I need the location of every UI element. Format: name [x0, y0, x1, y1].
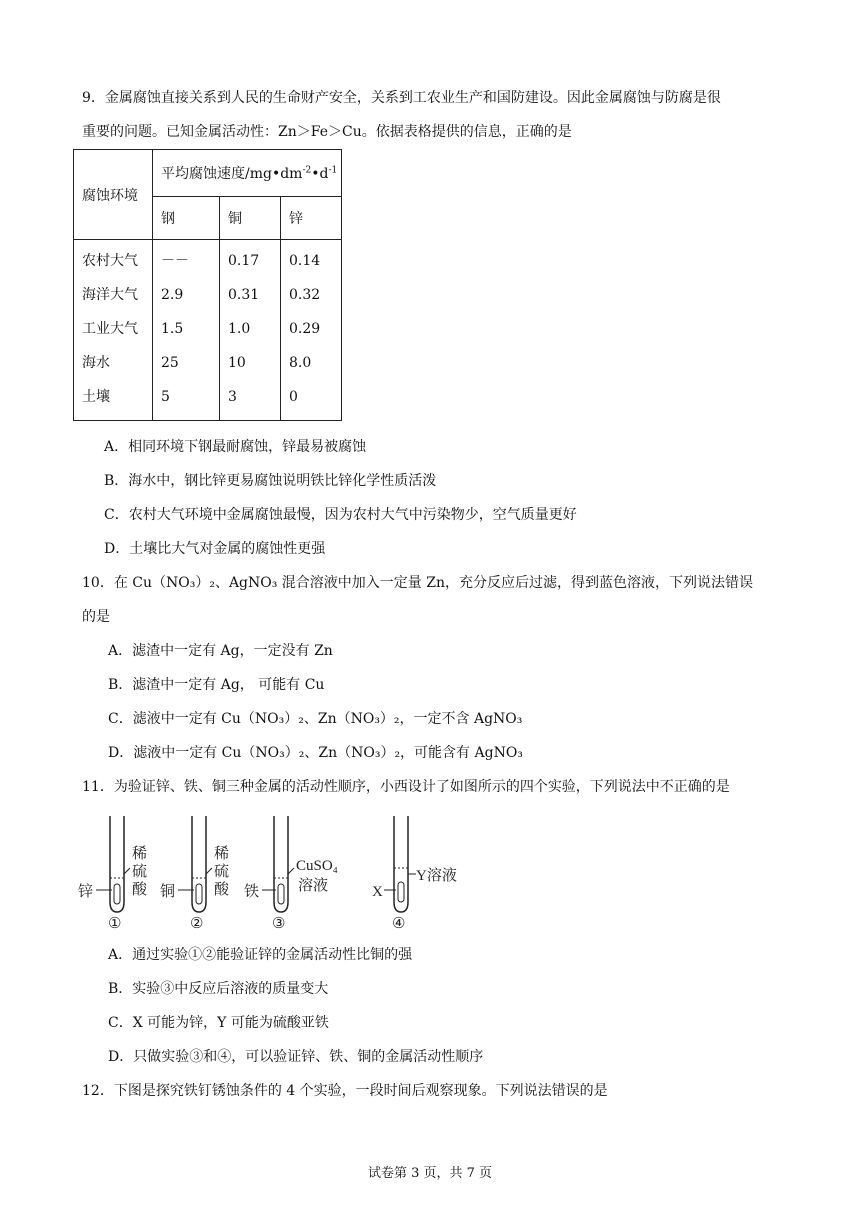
q9-stem-line1: 9．金属腐蚀直接关系到人民的生命财产安全，关系到工农业生产和国防建设。因此金属腐蚀与防腐是很 — [82, 90, 721, 106]
table-cell: 0.32 — [289, 287, 321, 303]
tube2-sol-label: 稀 — [214, 846, 230, 862]
metal-header-steel: 钢 — [153, 197, 220, 240]
tube1-number: ① — [108, 916, 122, 932]
q10-option-c: C．滤液中一定有 Cu（NO₃）₂、Zn（NO₃）₂，一定不含 AgNO₃ — [108, 711, 523, 727]
metal-header-zinc: 锌 — [281, 197, 342, 240]
q11-stem: 11．为验证锌、铁、铜三种金属的活动性顺序，小西设计了如图所示的四个实验，下列说法中不正确的是 — [82, 779, 730, 795]
tube-2 — [160, 816, 230, 932]
table-cell: 0.17 — [228, 253, 260, 269]
table-cell: 2.9 — [161, 287, 184, 303]
table-cell: 0.14 — [289, 253, 321, 269]
tube3-sol-label: 溶液 — [298, 878, 329, 894]
page-footer: 试卷第 3 页，共 7 页 — [367, 1166, 493, 1181]
env-column — [74, 240, 153, 421]
env-header: 腐蚀环境 — [74, 150, 153, 240]
q9-option-b: B．海水中，钢比锌更易腐蚀说明铁比锌化学性质活泼 — [104, 473, 437, 489]
q11-option-a: A．通过实验①②能验证锌的金属活动性比铜的强 — [108, 947, 413, 963]
tube2-metal-label: 铜 — [160, 884, 176, 900]
table-cell: 0 — [289, 389, 298, 405]
table-cell: 3 — [228, 389, 237, 405]
tube3-number: ③ — [272, 916, 286, 932]
q11-option-c: C．X 可能为锌，Y 可能为硫酸亚铁 — [108, 1015, 329, 1031]
tube-3 — [244, 816, 338, 932]
table-cell: 0.31 — [228, 287, 260, 303]
tube1-sol-label: 硫 — [132, 864, 148, 880]
table-cell: 1.5 — [161, 321, 184, 337]
tube1-sol-label: 稀 — [132, 846, 148, 862]
tube3-metal-label: 铁 — [244, 884, 260, 900]
tube2-sol-label: 硫 — [214, 864, 230, 880]
metal-header-copper: 铜 — [220, 197, 281, 240]
q10-option-a: A．滤渣中一定有 Ag，一定没有 Zn — [108, 643, 333, 659]
tube2-number: ② — [190, 916, 204, 932]
q9-option-c: C．农村大气环境中金属腐蚀最慢，因为农村大气中污染物少，空气质量更好 — [104, 507, 577, 523]
table-cell: 1.0 — [228, 321, 251, 337]
q10-option-b: B．滤渣中一定有 Ag， 可能有 Cu — [108, 677, 325, 693]
q11-option-b: B．实验③中反应后溶液的质量变大 — [108, 981, 329, 997]
table-cell: 海水 — [82, 355, 110, 371]
q12-stem: 12．下图是探究铁钉锈蚀条件的 4 个实验，一段时间后观察现象。下列说法错误的是 — [82, 1083, 608, 1099]
tube1-metal-label: 锌 — [78, 884, 94, 900]
q11-option-d: D．只做实验③和④，可以验证锌、铁、铜的金属活动性顺序 — [108, 1049, 484, 1065]
table-cell: 8.0 — [289, 355, 312, 371]
tube2-sol-label: 酸 — [214, 882, 230, 898]
q10-stem-line2: 的是 — [82, 609, 110, 625]
q9-option-a: A．相同环境下钢最耐腐蚀，锌最易被腐蚀 — [104, 439, 367, 455]
table-cell: 土壤 — [82, 389, 110, 405]
table-cell: 25 — [161, 355, 179, 371]
copper-column — [220, 240, 281, 421]
q9-stem-line2: 重要的问题。已知金属活动性：Zn＞Fe＞Cu。依据表格提供的信息，正确的是 — [82, 124, 572, 140]
table-cell: －－ — [161, 253, 189, 269]
table-cell: 10 — [228, 355, 246, 371]
tube-4 — [372, 816, 457, 932]
tube-1 — [78, 816, 148, 932]
tube4-number: ④ — [392, 916, 406, 932]
test-tubes-figure — [78, 812, 478, 932]
rate-header: 平均腐蚀速度$/mg•dm^{-2}•d^{-1}$ — [153, 150, 342, 197]
table-cell: 5 — [161, 389, 170, 405]
q9-option-d: D．土壤比大气对金属的腐蚀性更强 — [104, 541, 326, 557]
tube1-sol-label: 酸 — [132, 882, 148, 898]
table-cell: 工业大气 — [82, 321, 138, 337]
table-cell: 海洋大气 — [82, 287, 138, 303]
q10-option-d: D．滤液中一定有 Cu（NO₃）₂、Zn（NO₃）₂，可能含有 AgNO₃ — [108, 745, 523, 761]
table-cell: 农村大气 — [82, 253, 138, 269]
tube3-sol-label: CuSO₄ — [296, 858, 338, 874]
corrosion-table — [73, 149, 342, 421]
tube4-metal-label: X — [372, 884, 383, 900]
table-cell: 0.29 — [289, 321, 321, 337]
tube4-sol-label: Y溶液 — [416, 868, 457, 884]
zinc-column — [281, 240, 342, 421]
q10-stem-line1: 10．在 Cu（NO₃）₂、AgNO₃ 混合溶液中加入一定量 Zn，充分反应后过滤，得到蓝色溶液，下列说法错误 — [82, 575, 753, 591]
steel-column — [153, 240, 220, 421]
